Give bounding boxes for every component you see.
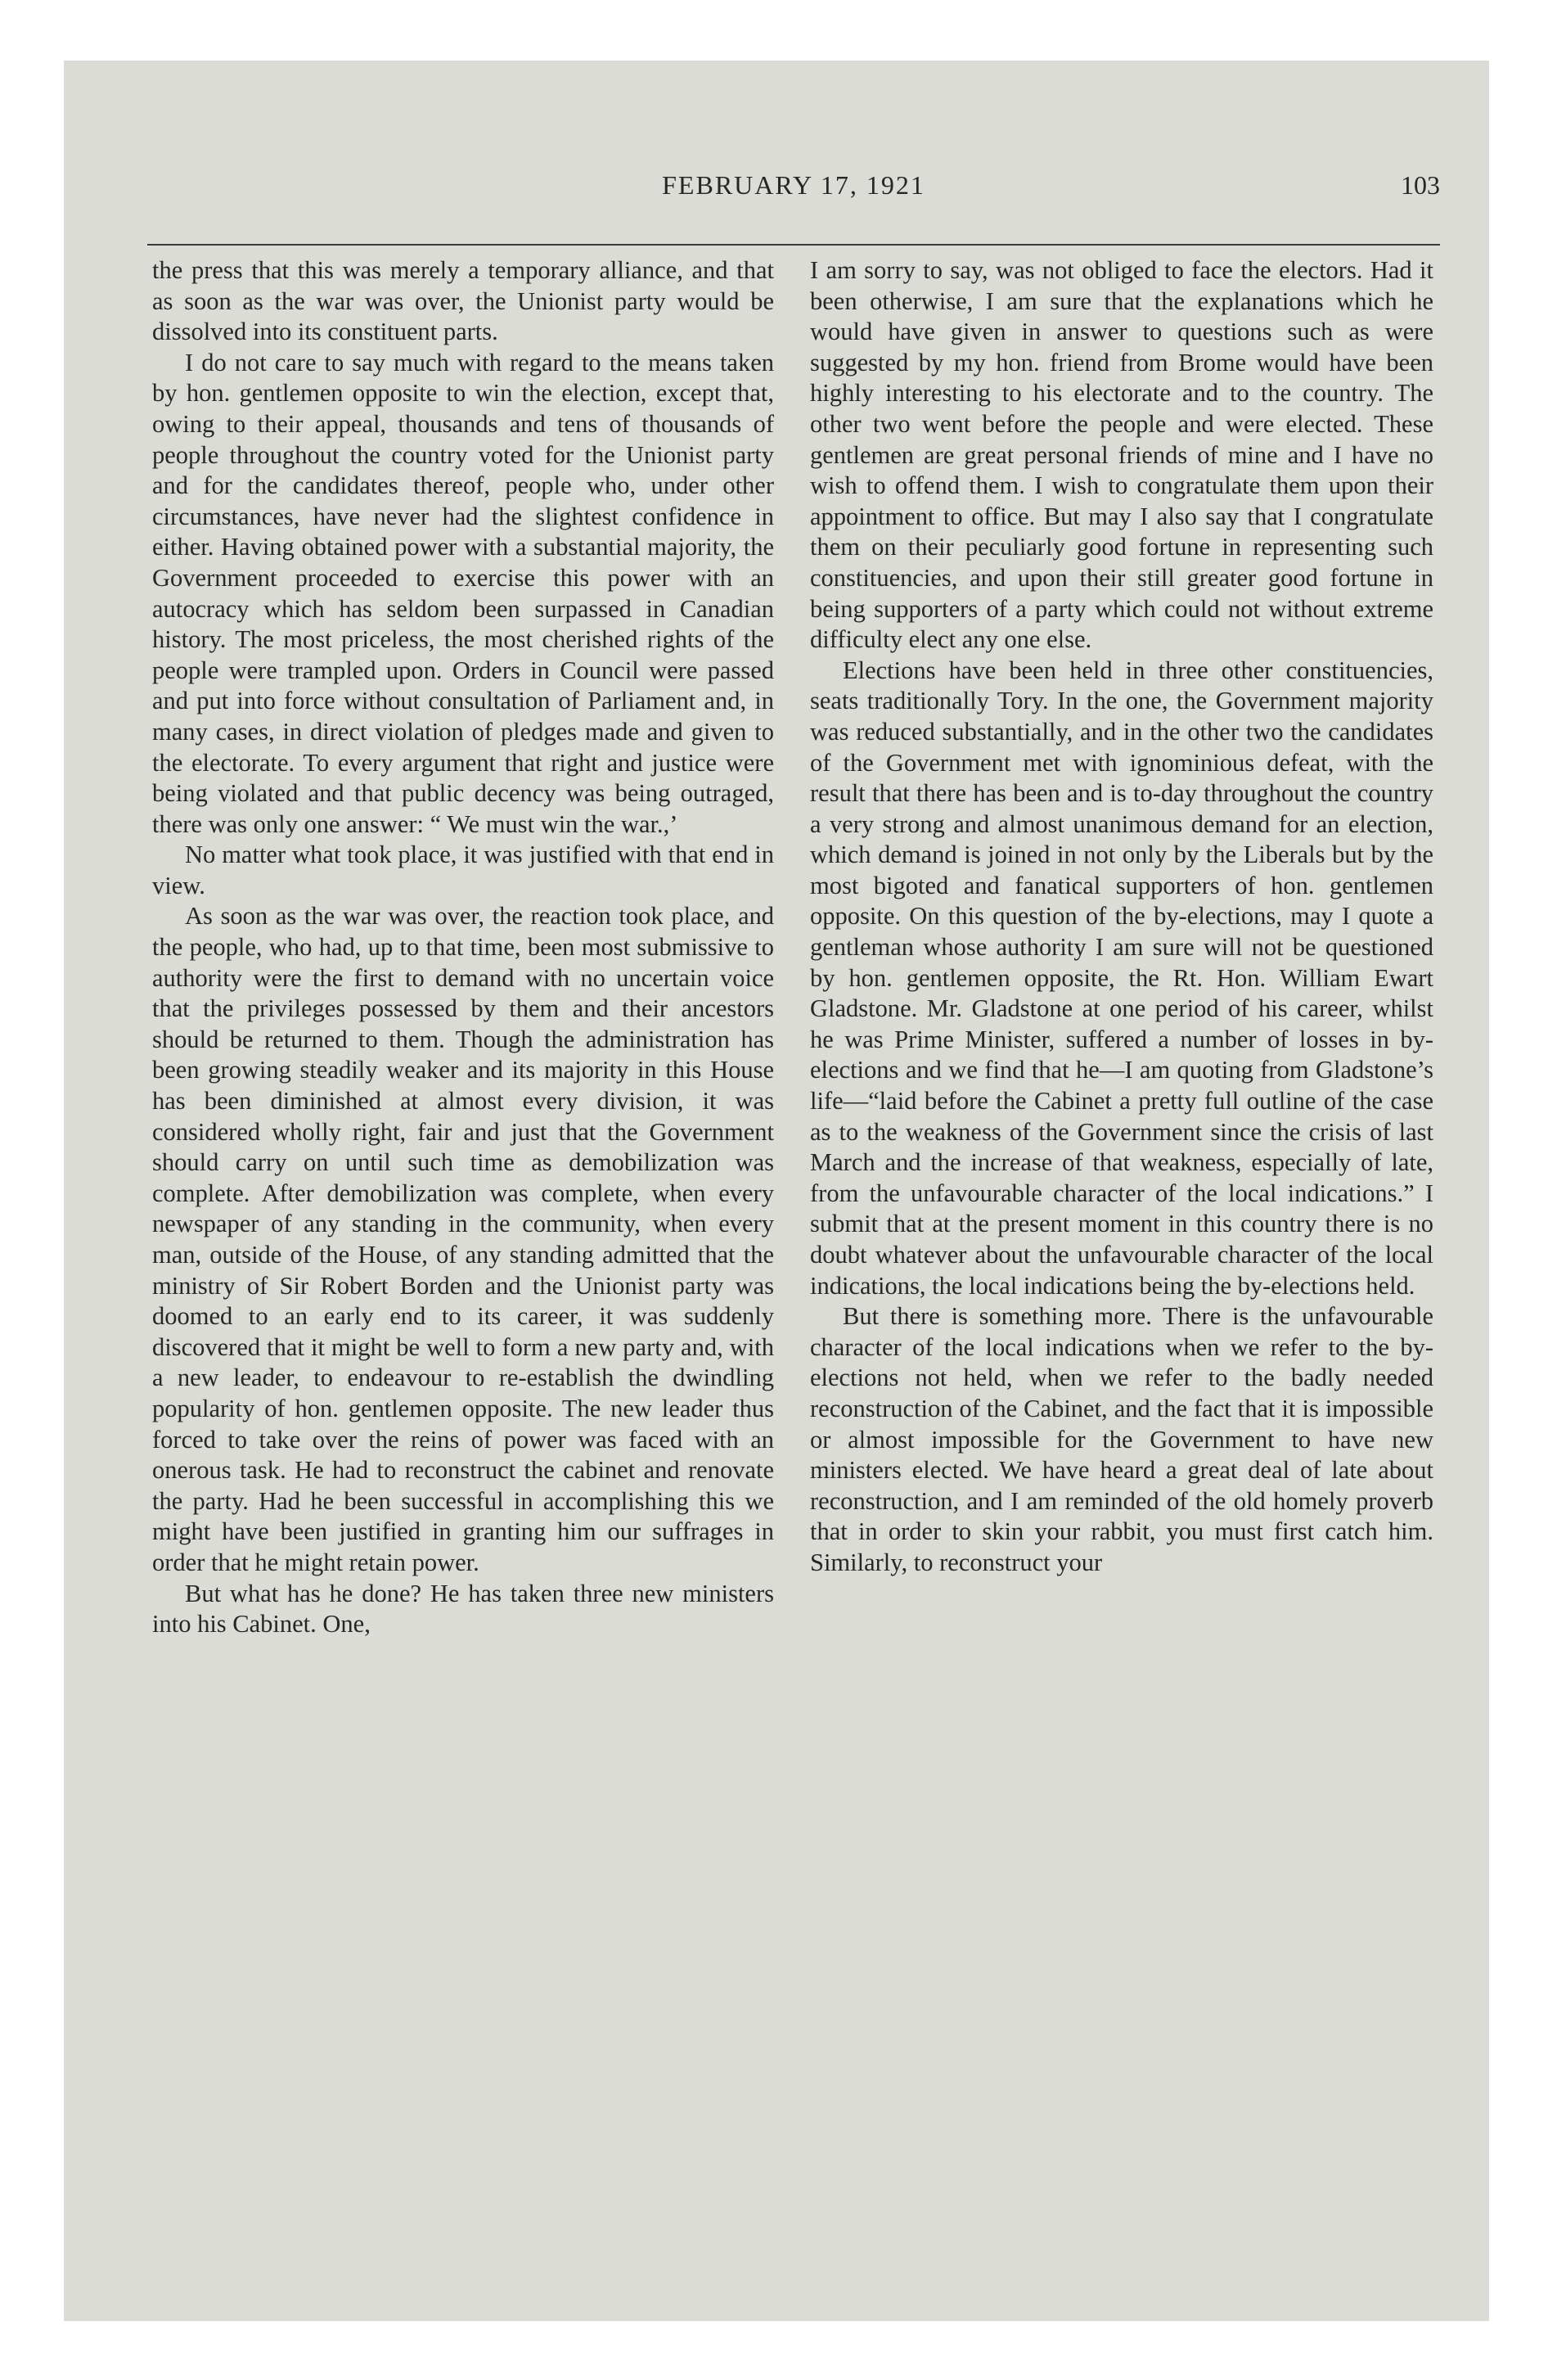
header-rule — [147, 244, 1440, 246]
page-date-heading: FEBRUARY 17, 1921 — [662, 170, 925, 200]
paragraph: No matter what took place, it was justified with that end in view. — [152, 841, 774, 899]
page-number: 103 — [1401, 170, 1440, 200]
paragraph: I do not care to say much with regard to the means taken by hon. gentlemen opposite to win the election, except that, owing to their appeal, thousands and tens of thousands of people throughout the country voted for the Unionist party and for the candidates thereof, people who, under other circumstances, have never had the slightest confidence in either. Having obtained power with a substantial majority, the Government proceeded to exercise this power with an autocracy which has seldom been surpassed in Canadian history. The most priceless, the most cherished rights of the people were trampled upon. Orders in Council were passed and put into force without consultation of Parliament and, in many cases, in direct violation of pledges made and given to the electorate. To every argument that right and justice were being violated and that public decency was being outraged, there was only one answer: “ We must win the war.,’ — [152, 348, 774, 838]
paragraph: the press that this was merely a temporary alliance, and that as soon as the war was over, the Unionist party would be dissolved into its constituent parts. — [152, 256, 774, 346]
paragraph: I am sorry to say, was not obliged to face the electors. Had it been otherwise, I am sure that the explanations which he would have given in answer to questions such as were suggested by my hon. friend from Brome would have been highly interesting to his electorate and to the country. The other two went before the people and were elected. These gentlemen are great personal friends of mine and I have no wish to offend them. I wish to congratulate them upon their appointment to office. But may I also say that I congratulate them on their peculiarly good fortune in representing such constituencies, and upon their still greater good fortune in being supporters of a party which could not without extreme difficulty elect any one else. — [810, 256, 1433, 654]
left-column — [152, 255, 774, 1640]
paragraph: As soon as the war was over, the reaction took place, and the people, who had, up to that time, been most submissive to authority were the first to demand with no uncertain voice that the privileges possessed by them and their ancestors should be returned to them. Though the administration has been growing steadily weaker and its majority in this House has been diminished at almost every division, it was considered wholly right, fair and just that the Government should carry on until such time as demobilization was complete. After demobilization was complete, when every newspaper of any standing in the community, when every man, outside of the House, of any standing admitted that the ministry of Sir Robert Borden and the Unionist party was doomed to an early end to its career, it was suddenly discovered that it might be well to form a new party and, with a new leader, to endeavour to re-establish the dwindling popularity of hon. gentlemen opposite. The new leader thus forced to take over the reins of power was faced with an onerous task. He had to reconstruct the cabinet and renovate the party. Had he been successful in accomplishing this we might have been justified in granting him our suffrages in order that he might retain power. — [152, 902, 774, 1576]
paragraph: But what has he done? He has taken three new ministers into his Cabinet. One, — [152, 1579, 774, 1639]
page-header — [147, 170, 1440, 219]
paragraph: But there is something more. There is the unfavourable character of the local indications when we refer to the by-elections not held, when we refer to the badly needed reconstruction of the Cabinet, and the fact that it is impossible or almost impossible for the Government to have new ministers elected. We have heard a great deal of late about reconstruction, and I am reminded of the old homely proverb that in order to skin your rabbit, you must first catch him. Similarly, to reconstruct your — [810, 1302, 1433, 1576]
right-column — [810, 255, 1433, 1579]
paragraph: Elections have been held in three other constituencies, seats traditionally Tory. In the one, the Government majority was reduced substantially, and in the other two the candidates of the Government met with ignominious defeat, with the result that there has been and is to-day throughout the country a very strong and almost unanimous demand for an election, which demand is joined in not only by the Liberals but by the most bigoted and fanatical supporters of hon. gentlemen opposite. On this question of the by-elections, may I quote a gentleman whose authority I am sure will not be questioned by hon. gentlemen opposite, the Rt. Hon. William Ewart Gladstone. Mr. Gladstone at one period of his career, whilst he was Prime Minister, suffered a number of losses in by-elections and we find that he—I am quoting from Gladstone’s life—“laid before the Cabinet a pretty full outline of the case as to the weakness of the Government since the crisis of last March and the increase of that weakness, especially of late, from the unfavourable character of the local indications.” I submit that at the present moment in this country there is no doubt whatever about the unfavourable character of the local indications, the local indications being the by-elections held. — [810, 656, 1433, 1300]
